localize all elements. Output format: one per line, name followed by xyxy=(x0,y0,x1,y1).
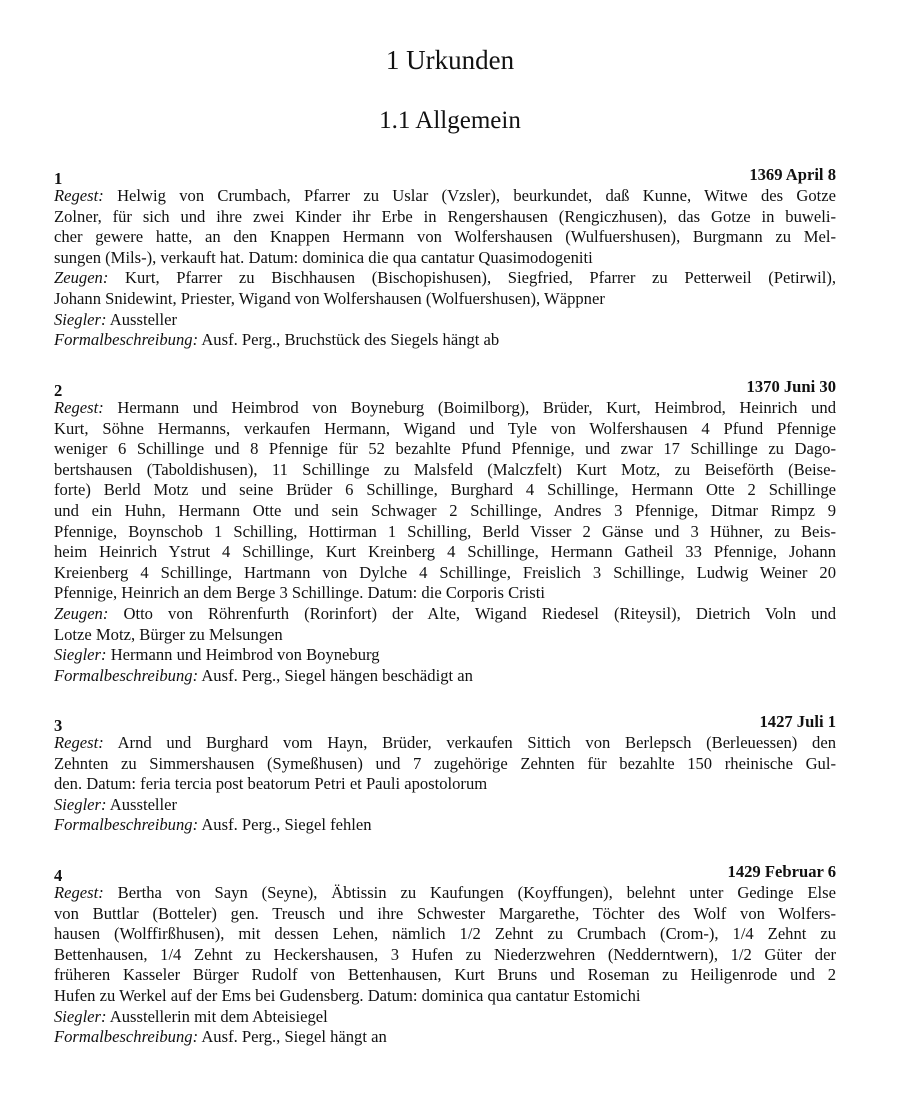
regest-text: Arnd und Burghard vom Hayn, Brüder, verkaufen Sittich von Berlepsch (Berleuessen) den xyxy=(117,733,836,752)
entry-date: 1427 Juli 1 xyxy=(759,712,836,731)
formal-line xyxy=(54,1027,836,1048)
entry-date: 1369 April 8 xyxy=(749,165,836,184)
formal-label: Formalbeschreibung: xyxy=(54,665,199,685)
regest-line: sungen (Mils-), verkauft hat. Datum: dominica die qua cantatur Quasimodogeniti xyxy=(54,247,593,267)
regest-line xyxy=(54,733,836,754)
document-entry-2 xyxy=(54,377,836,686)
entry-number: 3 xyxy=(54,716,63,735)
regest-line xyxy=(54,883,836,904)
siegler-text: Ausstellerin mit dem Abteisiegel xyxy=(109,1006,328,1026)
formal-label: Formalbeschreibung: xyxy=(54,815,199,835)
zeugen-label: Zeugen: xyxy=(54,603,109,623)
formal-line xyxy=(54,330,836,351)
regest-label: Regest: xyxy=(54,733,104,752)
zeugen-text: Kurt, Pfarrer zu Bischhausen (Bischopishusen), Siegfried, Pfarrer zu Petterweil (Petirwil), xyxy=(125,268,836,288)
entry-header xyxy=(54,165,836,186)
siegler-text: Aussteller xyxy=(109,309,178,329)
siegler-label: Siegler: xyxy=(54,1006,107,1026)
regest-line xyxy=(54,186,836,207)
siegler-line xyxy=(54,645,836,666)
siegler-text: Aussteller xyxy=(109,794,178,814)
entry-number: 4 xyxy=(54,866,63,885)
siegler-label: Siegler: xyxy=(54,794,107,814)
siegler-line xyxy=(54,1007,836,1028)
regest-line: Bettenhausen, 1/4 Zehnt zu Heckershausen, 3 Hufen zu Niederzwehren (Nedderntwern), 1/2 Güter der xyxy=(54,944,836,964)
zeugen-line: Lotze Motz, Bürger zu Melsungen xyxy=(54,624,283,644)
regest-text: Helwig von Crumbach, Pfarrer zu Uslar (Vzsler), beurkundet, daß Kunne, Witwe des Gotze xyxy=(117,186,836,205)
entry-header xyxy=(54,862,836,883)
entry-number: 2 xyxy=(54,381,63,400)
regest-line: Zolner, für sich und ihre zwei Kinder ihr Erbe in Rengershausen (Rengiczhusen), das Gotze in buweli- xyxy=(54,206,836,226)
regest-line xyxy=(54,398,836,419)
regest-line: Hufen zu Werkel auf der Ems bei Gudensberg. Datum: dominica qua cantatur Estomichi xyxy=(54,985,641,1005)
regest-line: Pfennige, Heinrich an dem Berge 3 Schillinge. Datum: die Corporis Cristi xyxy=(54,583,545,603)
regest-line: hausen (Wolffirßhusen), mit dessen Lehen, nämlich 1/2 Zehnt zu Crumbach (Crom-), 1/4 Zehnt zu xyxy=(54,924,836,944)
regest-label: Regest: xyxy=(54,186,104,205)
formal-text: Ausf. Perg., Siegel fehlen xyxy=(201,815,372,835)
regest-line: den. Datum: feria tercia post beatorum Petri et Pauli apostolorum xyxy=(54,774,488,794)
entry-date: 1429 Februar 6 xyxy=(727,862,836,881)
document-entry-1 xyxy=(54,165,836,351)
regest-line: bertshausen (Taboldishusen), 11 Schillinge zu Malsfeld (Malczfelt) Kurt Motz, zu Beiseförth (Beise- xyxy=(54,459,836,479)
formal-label: Formalbeschreibung: xyxy=(54,330,199,350)
zeugen-line xyxy=(54,268,836,289)
regest-line: von Buttlar (Botteler) gen. Treusch und ihre Schwester Margarethe, Töchter des Wolf von Wolfers- xyxy=(54,903,836,923)
zeugen-line xyxy=(54,604,836,625)
zeugen-text: Otto von Röhrenfurth (Rorinfort) der Alte, Wigand Riedesel (Riteysil), Dietrich Voln und xyxy=(123,603,837,623)
document-entry-3 xyxy=(54,712,836,836)
regest-text: Bertha von Sayn (Seyne), Äbtissin zu Kaufungen (Koyffungen), belehnt unter Gedinge Else xyxy=(117,883,836,902)
formal-text: Ausf. Perg., Siegel hängt an xyxy=(201,1027,387,1047)
regest-line: cher gewere hatte, an den Knappen Hermann von Wolfershausen (Wulfuershusen), Burgmann zu Mel- xyxy=(54,227,836,247)
zeugen-line: Johann Snidewint, Priester, Wigand von Wolfershausen (Wolfuershusen), Wäppner xyxy=(54,288,605,308)
zeugen-label: Zeugen: xyxy=(54,268,109,288)
entry-number: 1 xyxy=(54,169,63,188)
siegler-label: Siegler: xyxy=(54,645,107,665)
regest-label: Regest: xyxy=(54,398,104,417)
regest-line: Zehnten zu Simmershausen (Symeßhusen) und 7 zugehörige Zehnten für bezahlte 150 rheinische Gul- xyxy=(54,753,836,773)
entry-header xyxy=(54,712,836,733)
regest-line: Kurt, Söhne Hermanns, verkaufen Hermann, Wigand und Tyle von Wolfershausen 4 Pfund Pfennige xyxy=(54,418,836,438)
regest-line: weniger 6 Schillinge und 8 Pfennige für 52 bezahlte Pfund Pfennige, und zwar 17 Schillinge zu Dago- xyxy=(54,439,836,459)
siegler-line xyxy=(54,795,836,816)
regest-line: Kreienberg 4 Schillinge, Hartmann von Dylche 4 Schillinge, Freislich 3 Schillinge, Ludwig Weiner 20 xyxy=(54,562,836,582)
regest-line: forte) Berld Motz und seine Brüder 6 Schillinge, Burghard 4 Schillinge, Hermann Otte 2 Schillinge xyxy=(54,480,836,500)
document-entry-4 xyxy=(54,862,836,1048)
formal-text: Ausf. Perg., Siegel hängen beschädigt an xyxy=(201,665,473,685)
entry-header xyxy=(54,377,836,398)
regest-line: heim Heinrich Ystrut 4 Schillinge, Kurt Kreinberg 4 Schillinge, Hermann Gatheil 33 Pfennige, Johann xyxy=(54,542,836,562)
formal-line xyxy=(54,666,836,687)
chapter-title: 1 Urkunden xyxy=(385,45,515,75)
siegler-line xyxy=(54,310,836,331)
regest-line: und ein Huhn, Hermann Otte und sein Schwager 2 Schillinge, Andres 3 Pfennige, Ditmar Rimpz 9 xyxy=(54,500,836,520)
siegler-text: Hermann und Heimbrod von Boyneburg xyxy=(110,645,380,665)
formal-text: Ausf. Perg., Bruchstück des Siegels hängt ab xyxy=(201,330,500,350)
siegler-label: Siegler: xyxy=(54,309,107,329)
section-title: 1.1 Allgemein xyxy=(379,107,521,134)
regest-line: Pfennige, Boynschob 1 Schilling, Hottirman 1 Schilling, Berld Visser 2 Gänse und 3 Hühner, zu Beis- xyxy=(54,521,836,541)
formal-label: Formalbeschreibung: xyxy=(54,1027,199,1047)
regest-text: Hermann und Heimbrod von Boyneburg (Boimilborg), Brüder, Kurt, Heimbrod, Heinrich und xyxy=(117,398,837,417)
regest-line: früheren Kasseler Bürger Rudolf von Bettenhausen, Kurt Bruns und Roseman zu Heiligenrode und 2 xyxy=(54,965,836,985)
regest-label: Regest: xyxy=(54,883,104,902)
entry-date: 1370 Juni 30 xyxy=(746,377,836,396)
formal-line xyxy=(54,815,836,836)
